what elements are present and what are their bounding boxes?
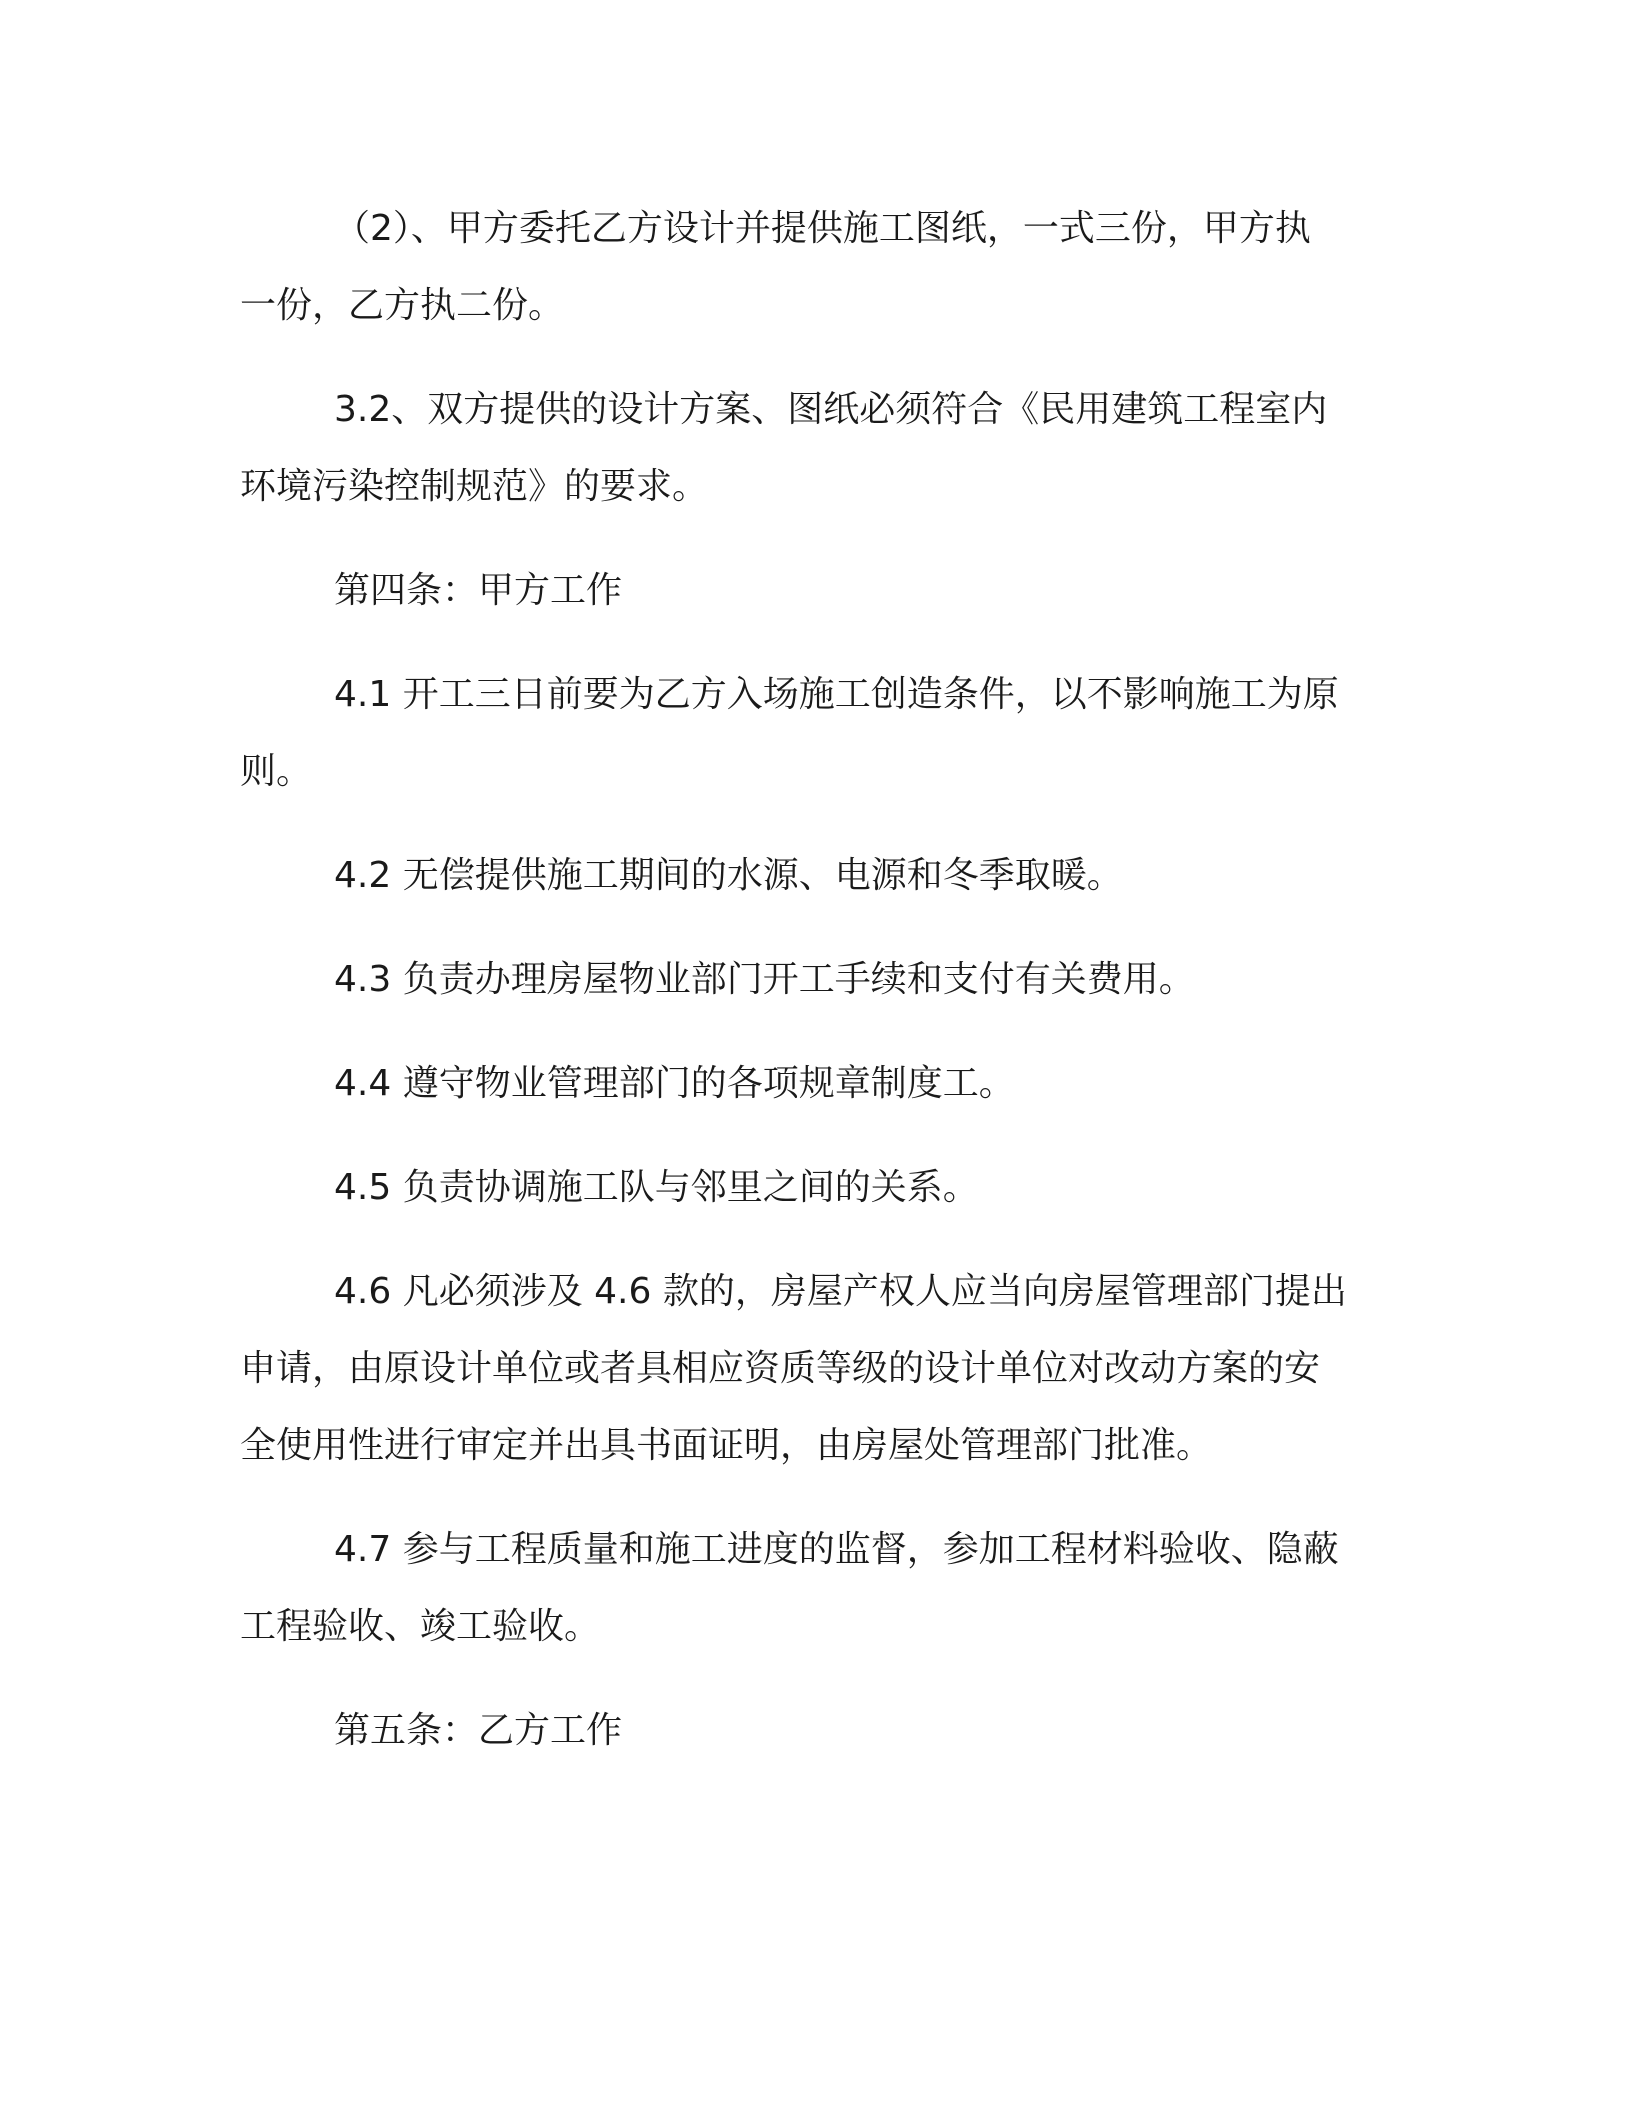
paragraph-line: 申请，由原设计单位或者具相应资质等级的设计单位对改动方案的安: [240, 1348, 1321, 1389]
paragraph-line: 则。: [240, 751, 313, 792]
paragraph-line: 全使用性进行审定并出具书面证明，由房屋处管理部门批准。: [240, 1425, 1213, 1466]
paragraph-line: 4.4 遵守物业管理部门的各项规章制度工。: [334, 1063, 1015, 1104]
paragraph-line: （2）、甲方委托乙方设计并提供施工图纸，一式三份，甲方执: [334, 208, 1311, 249]
paragraph-line: 4.5 负责协调施工队与邻里之间的关系。: [334, 1167, 979, 1208]
document-page: [240, 190, 1390, 1796]
paragraph-4-1: [240, 656, 1390, 810]
heading-text: 第五条：乙方工作: [334, 1710, 623, 1751]
paragraph-line: 4.2 无偿提供施工期间的水源、电源和冬季取暖。: [334, 855, 1123, 896]
paragraph-4-4: [240, 1045, 1390, 1122]
section-heading-article-4: [240, 552, 1390, 629]
paragraph-line: 4.6 凡必须涉及 4.6 款的，房屋产权人应当向房屋管理部门提出: [334, 1271, 1347, 1312]
paragraph-4-7: [240, 1511, 1390, 1665]
section-heading-article-5: [240, 1692, 1390, 1769]
paragraph-line: 3.2、双方提供的设计方案、图纸必须符合《民用建筑工程室内: [334, 389, 1328, 430]
paragraph-line: 一份，乙方执二份。: [240, 285, 565, 326]
paragraph-4-2: [240, 837, 1390, 914]
paragraph-line: 4.7 参与工程质量和施工进度的监督，参加工程材料验收、隐蔽: [334, 1529, 1339, 1570]
paragraph-4-5: [240, 1149, 1390, 1226]
paragraph-line: 工程验收、竣工验收。: [240, 1606, 601, 1647]
paragraph-line: 环境污染控制规范》的要求。: [240, 466, 709, 507]
paragraph-4-6: [240, 1253, 1390, 1484]
paragraph-4-3: [240, 941, 1390, 1018]
heading-text: 第四条：甲方工作: [334, 570, 623, 611]
paragraph-line: 4.3 负责办理房屋物业部门开工手续和支付有关费用。: [334, 959, 1195, 1000]
paragraph-drawings: [240, 190, 1390, 344]
paragraph-line: 4.1 开工三日前要为乙方入场施工创造条件，以不影响施工为原: [334, 674, 1339, 715]
paragraph-3-2: [240, 371, 1390, 525]
